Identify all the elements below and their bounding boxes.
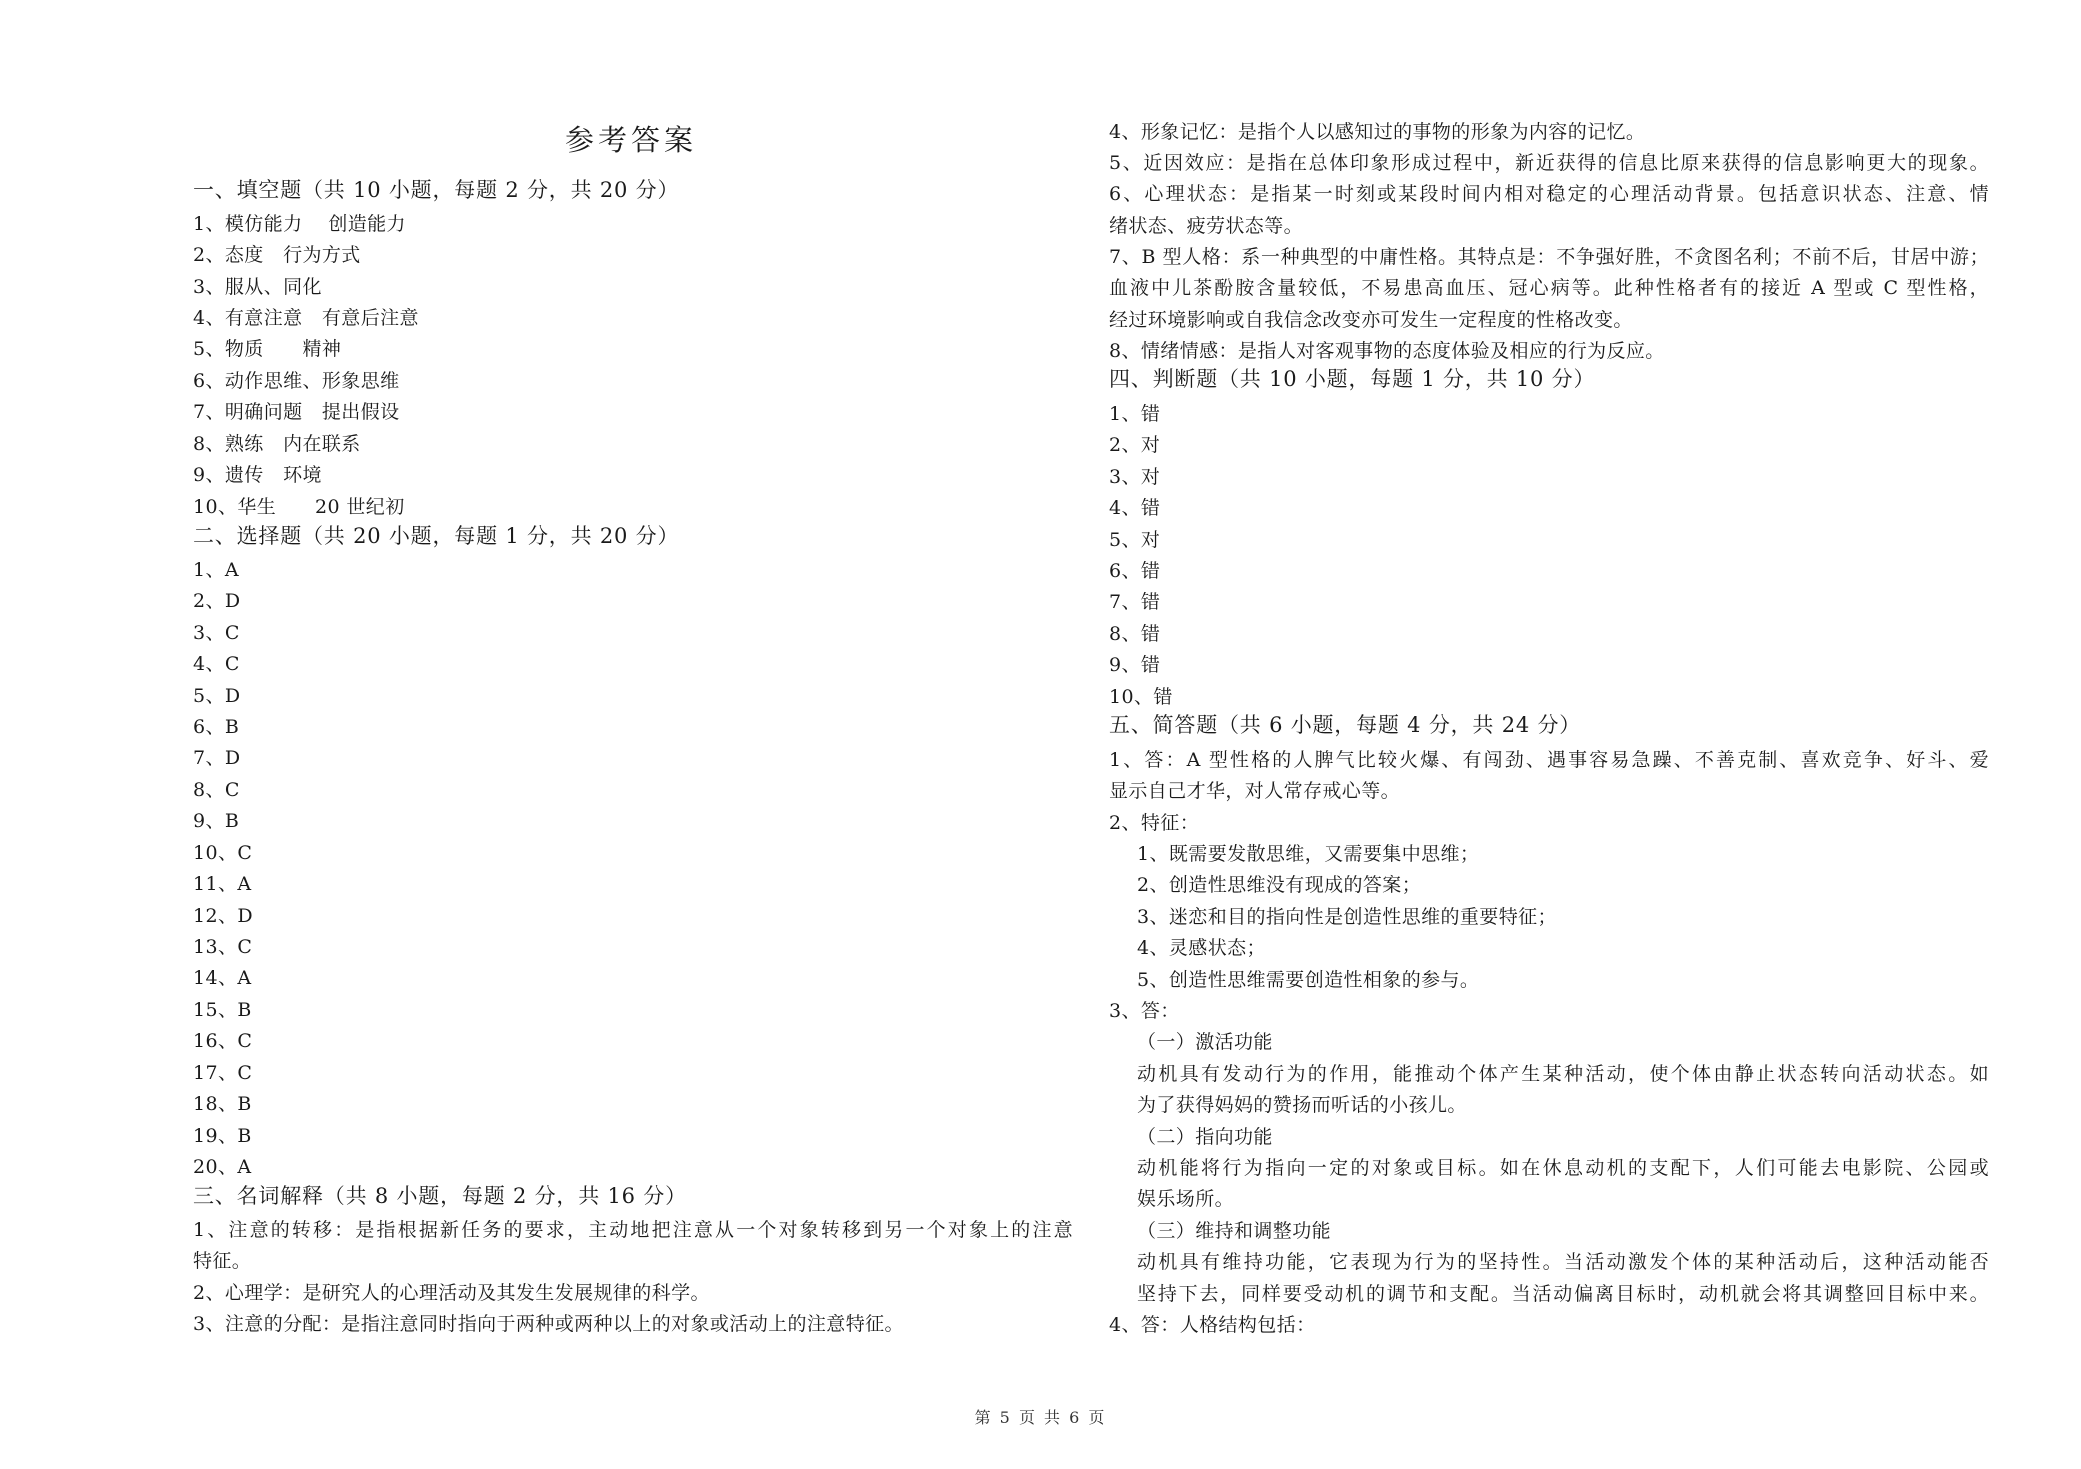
answer-line: 3、服从、同化 [193, 276, 322, 298]
answer-line: 血液中儿茶酚胺含量较低，不易患高血压、冠心病等。此种性格者有的接近 A 型或 C 型性格， [1109, 277, 1989, 299]
answer-line: 6、心理状态：是指某一时刻或某段时间内相对稳定的心理活动背景。包括意识状态、注意、情 [1109, 183, 1989, 205]
answer-line: 10、错 [1109, 686, 1173, 708]
answer-line: 4、灵感状态； [1137, 937, 1266, 959]
answer-line: 3、对 [1109, 466, 1161, 488]
answer-line: 11、A [193, 873, 252, 895]
answer-line: 4、C [193, 653, 240, 675]
answer-line: 5、创造性思维需要创造性相象的参与。 [1137, 969, 1480, 991]
answer-line: 为了获得妈妈的赞扬而听话的小孩儿。 [1137, 1094, 1467, 1116]
answer-line: 6、动作思维、形象思维 [193, 370, 400, 392]
answer-line: 2、态度 行为方式 [193, 244, 361, 266]
answer-line: 13、C [193, 936, 253, 958]
section-heading-choice: 二、选择题（共 20 小题，每题 1 分，共 20 分） [193, 524, 680, 548]
answer-line: 7、错 [1109, 591, 1161, 613]
answer-line: 9、B [193, 810, 240, 832]
answer-line: 4、形象记忆：是指个人以感知过的事物的形象为内容的记忆。 [1109, 121, 1646, 143]
answer-line: 1、答：A 型性格的人脾气比较火爆、有闯劲、遇事容易急躁、不善克制、喜欢竞争、好斗、爱 [1109, 749, 1989, 771]
answer-line: 10、华生 20 世纪初 [193, 496, 405, 518]
answer-line: 绪状态、疲劳状态等。 [1109, 215, 1304, 237]
answer-line: 3、C [193, 622, 240, 644]
answer-line: 3、迷恋和目的指向性是创造性思维的重要特征； [1137, 906, 1557, 928]
answer-line: 6、错 [1109, 560, 1161, 582]
answer-line: 动机能将行为指向一定的对象或目标。如在休息动机的支配下，人们可能去电影院、公园或 [1137, 1157, 1989, 1179]
answer-line: 12、D [193, 905, 254, 927]
answer-line: 8、C [193, 779, 240, 801]
answer-line: 8、熟练 内在联系 [193, 433, 361, 455]
answer-line: 19、B [193, 1125, 252, 1147]
page-footer: 第 5 页 共 6 页 [974, 1408, 1107, 1427]
answer-line: 9、错 [1109, 654, 1161, 676]
answer-line: 2、对 [1109, 434, 1161, 456]
answer-line: （二）指向功能 [1137, 1126, 1273, 1148]
answer-line: 9、遗传 环境 [193, 464, 322, 486]
section-heading-terms: 三、名词解释（共 8 小题，每题 2 分，共 16 分） [193, 1184, 687, 1208]
answer-line: 6、B [193, 716, 240, 738]
answer-line: 坚持下去，同样要受动机的调节和支配。当活动偏离目标时，动机就会将其调整回目标中来。 [1137, 1283, 1989, 1305]
answer-line: 2、心理学：是研究人的心理活动及其发生发展规律的科学。 [193, 1282, 710, 1304]
answer-line: 1、A [193, 559, 240, 581]
answer-line: 5、对 [1109, 529, 1161, 551]
answer-line: 3、注意的分配：是指注意同时指向于两种或两种以上的对象或活动上的注意特征。 [193, 1313, 904, 1335]
answer-line: 2、创造性思维没有现成的答案； [1137, 874, 1422, 896]
answer-line: 4、答：人格结构包括： [1109, 1314, 1316, 1336]
answer-line: 显示自己才华，对人常存戒心等。 [1109, 780, 1401, 802]
answer-line: 14、A [193, 967, 252, 989]
answer-line: 18、B [193, 1093, 252, 1115]
answer-line: 娱乐场所。 [1137, 1188, 1235, 1210]
section-heading-judgement: 四、判断题（共 10 小题，每题 1 分，共 10 分） [1109, 367, 1596, 391]
answer-line: 8、错 [1109, 623, 1161, 645]
answer-line: 17、C [193, 1062, 253, 1084]
answer-line: （三）维持和调整功能 [1137, 1220, 1332, 1242]
answer-line: 3、答： [1109, 1000, 1180, 1022]
answer-line: 7、D [193, 747, 241, 769]
answer-line: 20、A [193, 1156, 252, 1178]
answer-line: 10、C [193, 842, 253, 864]
answer-line: 15、B [193, 999, 252, 1021]
answer-line: （一）激活功能 [1137, 1031, 1273, 1053]
answer-line: 16、C [193, 1030, 253, 1052]
answer-line: 特征。 [193, 1250, 252, 1272]
answer-line: 2、特征： [1109, 812, 1200, 834]
answer-line: 1、错 [1109, 403, 1161, 425]
answer-line: 5、近因效应：是指在总体印象形成过程中，新近获得的信息比原来获得的信息影响更大的现象。 [1109, 152, 1989, 174]
answer-line: 1、模仿能力 创造能力 [193, 213, 406, 235]
answer-line: 2、D [193, 590, 241, 612]
answer-line: 5、D [193, 685, 241, 707]
answer-line: 7、B 型人格：系一种典型的中庸性格。其特点是：不争强好胜，不贪图名利；不前不后，甘居中游； [1109, 246, 1989, 268]
answer-line: 动机具有发动行为的作用，能推动个体产生某种活动，使个体由静止状态转向活动状态。如 [1137, 1063, 1989, 1085]
answer-line: 4、错 [1109, 497, 1161, 519]
answer-line: 8、情绪情感：是指人对客观事物的态度体验及相应的行为反应。 [1109, 340, 1665, 362]
answer-line: 1、注意的转移：是指根据新任务的要求，主动地把注意从一个对象转移到另一个对象上的注意 [193, 1219, 1073, 1241]
answer-line: 动机具有维持功能，它表现为行为的坚持性。当活动激发个体的某种活动后，这种活动能否 [1137, 1251, 1989, 1273]
section-heading-fill-blank: 一、填空题（共 10 小题，每题 2 分，共 20 分） [193, 178, 680, 202]
answer-line: 7、明确问题 提出假设 [193, 401, 400, 423]
section-heading-short-answer: 五、简答题（共 6 小题，每题 4 分，共 24 分） [1109, 713, 1582, 737]
answer-line: 经过环境影响或自我信念改变亦可发生一定程度的性格改变。 [1109, 309, 1633, 331]
answer-line: 5、物质 精神 [193, 338, 342, 360]
answer-line: 1、既需要发散思维，又需要集中思维； [1137, 843, 1480, 865]
answer-line: 4、有意注意 有意后注意 [193, 307, 419, 329]
page-title: 参考答案 [565, 123, 698, 157]
